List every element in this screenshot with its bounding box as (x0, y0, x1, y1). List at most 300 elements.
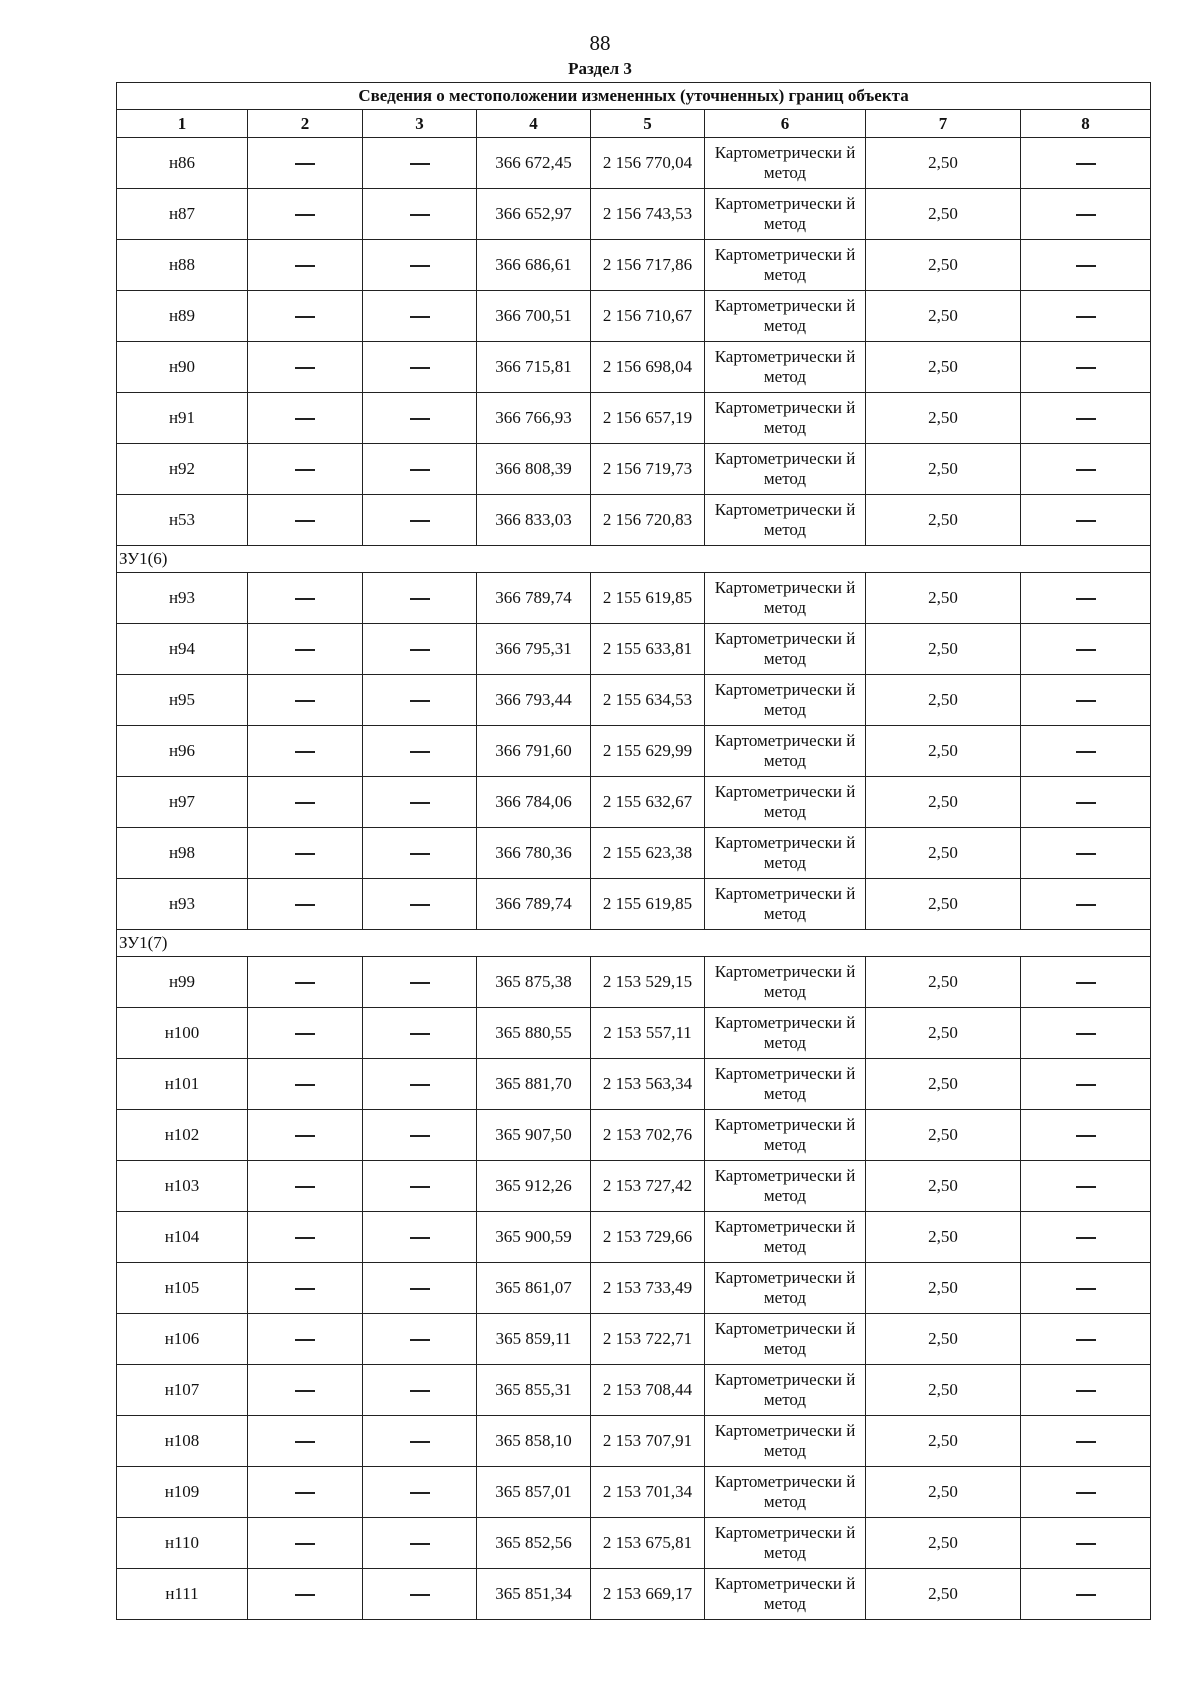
dash-mark (1076, 982, 1096, 984)
empty-cell-col-8 (1021, 189, 1151, 240)
empty-cell-col-2 (248, 1467, 363, 1518)
empty-cell-col-8 (1021, 1008, 1151, 1059)
table-row (117, 1314, 1151, 1365)
y-coordinate: 2 156 719,73 (591, 444, 705, 495)
x-coordinate: 366 784,06 (477, 777, 591, 828)
method: Картометрически й метод (705, 393, 866, 444)
table-row (117, 138, 1151, 189)
accuracy: 2,50 (866, 777, 1021, 828)
empty-cell-col-8 (1021, 444, 1151, 495)
method: Картометрически й метод (705, 1569, 866, 1620)
y-coordinate: 2 156 770,04 (591, 138, 705, 189)
y-coordinate: 2 153 675,81 (591, 1518, 705, 1569)
y-coordinate: 2 155 633,81 (591, 624, 705, 675)
x-coordinate: 366 715,81 (477, 342, 591, 393)
accuracy: 2,50 (866, 828, 1021, 879)
dash-mark (1076, 1135, 1096, 1137)
dash-mark (410, 1288, 430, 1290)
dash-mark (295, 1033, 315, 1035)
accuracy: 2,50 (866, 726, 1021, 777)
table-row (117, 1365, 1151, 1416)
dash-mark (1076, 469, 1096, 471)
empty-cell-col-2 (248, 189, 363, 240)
empty-cell-col-2 (248, 624, 363, 675)
method: Картометрически й метод (705, 675, 866, 726)
dash-mark (410, 598, 430, 600)
accuracy: 2,50 (866, 1161, 1021, 1212)
method: Картометрически й метод (705, 1467, 866, 1518)
dash-mark (295, 163, 315, 165)
dash-mark (410, 163, 430, 165)
empty-cell-col-3 (363, 1263, 477, 1314)
dash-mark (410, 367, 430, 369)
y-coordinate: 2 153 702,76 (591, 1110, 705, 1161)
point-name: н87 (117, 189, 248, 240)
dash-mark (1076, 802, 1096, 804)
table-row (117, 495, 1151, 546)
x-coordinate: 366 700,51 (477, 291, 591, 342)
dash-mark (295, 1492, 315, 1494)
empty-cell-col-3 (363, 1059, 477, 1110)
point-name: н96 (117, 726, 248, 777)
table-row (117, 1059, 1151, 1110)
accuracy: 2,50 (866, 573, 1021, 624)
accuracy: 2,50 (866, 495, 1021, 546)
dash-mark (295, 598, 315, 600)
point-name: н53 (117, 495, 248, 546)
dash-mark (410, 982, 430, 984)
y-coordinate: 2 156 710,67 (591, 291, 705, 342)
empty-cell-col-2 (248, 675, 363, 726)
method: Картометрически й метод (705, 1008, 866, 1059)
dash-mark (295, 469, 315, 471)
empty-cell-col-8 (1021, 1110, 1151, 1161)
point-name: н106 (117, 1314, 248, 1365)
empty-cell-col-8 (1021, 1212, 1151, 1263)
empty-cell-col-2 (248, 240, 363, 291)
method: Картометрически й метод (705, 444, 866, 495)
empty-cell-col-8 (1021, 1314, 1151, 1365)
empty-cell-col-3 (363, 957, 477, 1008)
table-row (117, 1569, 1151, 1620)
empty-cell-col-3 (363, 1416, 477, 1467)
empty-cell-col-2 (248, 444, 363, 495)
group-row (117, 546, 1151, 573)
table-row (117, 726, 1151, 777)
empty-cell-col-3 (363, 879, 477, 930)
accuracy: 2,50 (866, 879, 1021, 930)
accuracy: 2,50 (866, 1314, 1021, 1365)
empty-cell-col-8 (1021, 1263, 1151, 1314)
y-coordinate: 2 153 669,17 (591, 1569, 705, 1620)
point-name: н89 (117, 291, 248, 342)
empty-cell-col-8 (1021, 1059, 1151, 1110)
empty-cell-col-8 (1021, 726, 1151, 777)
table-row (117, 675, 1151, 726)
empty-cell-col-3 (363, 444, 477, 495)
empty-cell-col-2 (248, 573, 363, 624)
y-coordinate: 2 153 529,15 (591, 957, 705, 1008)
empty-cell-col-3 (363, 342, 477, 393)
method: Картометрически й метод (705, 138, 866, 189)
table-row (117, 240, 1151, 291)
point-name: н86 (117, 138, 248, 189)
dash-mark (410, 520, 430, 522)
dash-mark (410, 1084, 430, 1086)
empty-cell-col-2 (248, 879, 363, 930)
dash-mark (1076, 1594, 1096, 1596)
x-coordinate: 366 780,36 (477, 828, 591, 879)
empty-cell-col-2 (248, 726, 363, 777)
empty-cell-col-3 (363, 1467, 477, 1518)
empty-cell-col-8 (1021, 828, 1151, 879)
accuracy: 2,50 (866, 624, 1021, 675)
empty-cell-col-8 (1021, 291, 1151, 342)
accuracy: 2,50 (866, 1212, 1021, 1263)
accuracy: 2,50 (866, 189, 1021, 240)
method: Картометрически й метод (705, 291, 866, 342)
empty-cell-col-3 (363, 495, 477, 546)
empty-cell-col-3 (363, 573, 477, 624)
dash-mark (295, 1390, 315, 1392)
method: Картометрически й метод (705, 957, 866, 1008)
empty-cell-col-3 (363, 1314, 477, 1365)
dash-mark (410, 418, 430, 420)
empty-cell-col-8 (1021, 495, 1151, 546)
method: Картометрически й метод (705, 573, 866, 624)
column-number: 8 (1021, 110, 1151, 138)
method: Картометрически й метод (705, 189, 866, 240)
table-row (117, 879, 1151, 930)
empty-cell-col-2 (248, 777, 363, 828)
accuracy: 2,50 (866, 1569, 1021, 1620)
dash-mark (410, 802, 430, 804)
empty-cell-col-3 (363, 1365, 477, 1416)
dash-mark (1076, 853, 1096, 855)
dash-mark (410, 904, 430, 906)
empty-cell-col-8 (1021, 1416, 1151, 1467)
accuracy: 2,50 (866, 444, 1021, 495)
method: Картометрически й метод (705, 726, 866, 777)
dash-mark (410, 1033, 430, 1035)
accuracy: 2,50 (866, 240, 1021, 291)
dash-mark (410, 265, 430, 267)
x-coordinate: 366 672,45 (477, 138, 591, 189)
dash-mark (1076, 598, 1096, 600)
dash-mark (410, 700, 430, 702)
dash-mark (295, 265, 315, 267)
accuracy: 2,50 (866, 393, 1021, 444)
method: Картометрически й метод (705, 1212, 866, 1263)
table-caption-row (117, 83, 1151, 110)
dash-mark (1076, 751, 1096, 753)
method: Картометрически й метод (705, 1059, 866, 1110)
empty-cell-col-3 (363, 1212, 477, 1263)
table-row (117, 1161, 1151, 1212)
x-coordinate: 366 808,39 (477, 444, 591, 495)
point-name: н98 (117, 828, 248, 879)
x-coordinate: 365 881,70 (477, 1059, 591, 1110)
x-coordinate: 366 791,60 (477, 726, 591, 777)
column-number: 1 (117, 110, 248, 138)
y-coordinate: 2 155 632,67 (591, 777, 705, 828)
dash-mark (1076, 1339, 1096, 1341)
table-row (117, 342, 1151, 393)
empty-cell-col-2 (248, 1008, 363, 1059)
y-coordinate: 2 153 701,34 (591, 1467, 705, 1518)
y-coordinate: 2 153 722,71 (591, 1314, 705, 1365)
dash-mark (410, 1492, 430, 1494)
dash-mark (295, 904, 315, 906)
point-name: н109 (117, 1467, 248, 1518)
accuracy: 2,50 (866, 1365, 1021, 1416)
empty-cell-col-8 (1021, 1518, 1151, 1569)
empty-cell-col-3 (363, 1008, 477, 1059)
table-caption: Сведения о местоположении измененных (уточненных) границ объекта (117, 83, 1151, 110)
column-number: 5 (591, 110, 705, 138)
dash-mark (295, 520, 315, 522)
x-coordinate: 365 912,26 (477, 1161, 591, 1212)
point-name: н93 (117, 879, 248, 930)
x-coordinate: 366 793,44 (477, 675, 591, 726)
point-name: н105 (117, 1263, 248, 1314)
method: Картометрически й метод (705, 1161, 866, 1212)
y-coordinate: 2 155 619,85 (591, 573, 705, 624)
point-name: н95 (117, 675, 248, 726)
x-coordinate: 365 861,07 (477, 1263, 591, 1314)
empty-cell-col-8 (1021, 1467, 1151, 1518)
dash-mark (1076, 1390, 1096, 1392)
dash-mark (1076, 1492, 1096, 1494)
dash-mark (1076, 418, 1096, 420)
group-label: ЗУ1(6) (117, 546, 1151, 573)
table-body (117, 83, 1151, 1620)
point-name: н104 (117, 1212, 248, 1263)
table-row (117, 189, 1151, 240)
x-coordinate: 366 766,93 (477, 393, 591, 444)
empty-cell-col-2 (248, 1161, 363, 1212)
table-row (117, 291, 1151, 342)
point-name: н91 (117, 393, 248, 444)
point-name: н111 (117, 1569, 248, 1620)
point-name: н90 (117, 342, 248, 393)
method: Картометрически й метод (705, 828, 866, 879)
method: Картометрически й метод (705, 777, 866, 828)
empty-cell-col-8 (1021, 573, 1151, 624)
column-number-row (117, 110, 1151, 138)
accuracy: 2,50 (866, 1110, 1021, 1161)
table-row (117, 1263, 1151, 1314)
accuracy: 2,50 (866, 1416, 1021, 1467)
empty-cell-col-2 (248, 1314, 363, 1365)
method: Картометрически й метод (705, 1263, 866, 1314)
x-coordinate: 365 875,38 (477, 957, 591, 1008)
point-name: н88 (117, 240, 248, 291)
x-coordinate: 366 789,74 (477, 879, 591, 930)
dash-mark (295, 1288, 315, 1290)
dash-mark (410, 1237, 430, 1239)
group-row (117, 930, 1151, 957)
page-number: 88 (589, 31, 611, 55)
x-coordinate: 365 880,55 (477, 1008, 591, 1059)
dash-mark (1076, 163, 1096, 165)
empty-cell-col-8 (1021, 342, 1151, 393)
empty-cell-col-2 (248, 393, 363, 444)
method: Картометрически й метод (705, 1110, 866, 1161)
empty-cell-col-8 (1021, 240, 1151, 291)
x-coordinate: 366 652,97 (477, 189, 591, 240)
dash-mark (295, 649, 315, 651)
x-coordinate: 366 795,31 (477, 624, 591, 675)
accuracy: 2,50 (866, 1518, 1021, 1569)
empty-cell-col-2 (248, 1569, 363, 1620)
dash-mark (295, 418, 315, 420)
table-row (117, 1467, 1151, 1518)
empty-cell-col-2 (248, 138, 363, 189)
y-coordinate: 2 156 720,83 (591, 495, 705, 546)
dash-mark (295, 1441, 315, 1443)
method: Картометрически й метод (705, 240, 866, 291)
dash-mark (295, 1594, 315, 1596)
empty-cell-col-3 (363, 726, 477, 777)
table-row (117, 624, 1151, 675)
table-row (117, 957, 1151, 1008)
empty-cell-col-8 (1021, 1365, 1151, 1416)
accuracy: 2,50 (866, 291, 1021, 342)
x-coordinate: 365 855,31 (477, 1365, 591, 1416)
y-coordinate: 2 156 743,53 (591, 189, 705, 240)
table-row (117, 1416, 1151, 1467)
empty-cell-col-8 (1021, 393, 1151, 444)
empty-cell-col-2 (248, 342, 363, 393)
accuracy: 2,50 (866, 1059, 1021, 1110)
dash-mark (1076, 1288, 1096, 1290)
dash-mark (1076, 649, 1096, 651)
method: Картометрически й метод (705, 1365, 866, 1416)
dash-mark (295, 853, 315, 855)
table-row (117, 1212, 1151, 1263)
point-name: н101 (117, 1059, 248, 1110)
point-name: н107 (117, 1365, 248, 1416)
empty-cell-col-2 (248, 1365, 363, 1416)
empty-cell-col-8 (1021, 1569, 1151, 1620)
dash-mark (1076, 214, 1096, 216)
accuracy: 2,50 (866, 1008, 1021, 1059)
dash-mark (295, 1084, 315, 1086)
empty-cell-col-2 (248, 1059, 363, 1110)
table-row (117, 573, 1151, 624)
x-coordinate: 366 833,03 (477, 495, 591, 546)
table-row (117, 393, 1151, 444)
y-coordinate: 2 153 707,91 (591, 1416, 705, 1467)
empty-cell-col-8 (1021, 624, 1151, 675)
empty-cell-col-3 (363, 1161, 477, 1212)
y-coordinate: 2 153 708,44 (591, 1365, 705, 1416)
empty-cell-col-8 (1021, 138, 1151, 189)
point-name: н99 (117, 957, 248, 1008)
x-coordinate: 365 858,10 (477, 1416, 591, 1467)
y-coordinate: 2 153 727,42 (591, 1161, 705, 1212)
dash-mark (410, 1390, 430, 1392)
empty-cell-col-3 (363, 291, 477, 342)
empty-cell-col-2 (248, 495, 363, 546)
empty-cell-col-2 (248, 1212, 363, 1263)
dash-mark (295, 982, 315, 984)
dash-mark (295, 1543, 315, 1545)
dash-mark (410, 316, 430, 318)
section-title: Раздел 3 (568, 59, 632, 78)
point-name: н102 (117, 1110, 248, 1161)
dash-mark (295, 1186, 315, 1188)
point-name: н97 (117, 777, 248, 828)
dash-mark (1076, 316, 1096, 318)
method: Картометрически й метод (705, 495, 866, 546)
point-name: н100 (117, 1008, 248, 1059)
dash-mark (1076, 1033, 1096, 1035)
column-number: 2 (248, 110, 363, 138)
empty-cell-col-2 (248, 1416, 363, 1467)
x-coordinate: 366 686,61 (477, 240, 591, 291)
y-coordinate: 2 156 657,19 (591, 393, 705, 444)
x-coordinate: 365 852,56 (477, 1518, 591, 1569)
empty-cell-col-3 (363, 240, 477, 291)
dash-mark (295, 316, 315, 318)
dash-mark (1076, 1084, 1096, 1086)
empty-cell-col-8 (1021, 957, 1151, 1008)
empty-cell-col-3 (363, 138, 477, 189)
empty-cell-col-3 (363, 189, 477, 240)
point-name: н92 (117, 444, 248, 495)
x-coordinate: 365 859,11 (477, 1314, 591, 1365)
dash-mark (410, 1594, 430, 1596)
point-name: н94 (117, 624, 248, 675)
y-coordinate: 2 155 623,38 (591, 828, 705, 879)
empty-cell-col-2 (248, 291, 363, 342)
dash-mark (410, 1135, 430, 1137)
empty-cell-col-2 (248, 1263, 363, 1314)
y-coordinate: 2 153 733,49 (591, 1263, 705, 1314)
dash-mark (295, 367, 315, 369)
dash-mark (1076, 1237, 1096, 1239)
table-row (117, 828, 1151, 879)
empty-cell-col-2 (248, 1110, 363, 1161)
empty-cell-col-2 (248, 1518, 363, 1569)
empty-cell-col-8 (1021, 675, 1151, 726)
dash-mark (295, 1237, 315, 1239)
table-row (117, 1008, 1151, 1059)
table-row (117, 777, 1151, 828)
x-coordinate: 366 789,74 (477, 573, 591, 624)
point-name: н108 (117, 1416, 248, 1467)
column-number: 6 (705, 110, 866, 138)
empty-cell-col-2 (248, 957, 363, 1008)
x-coordinate: 365 900,59 (477, 1212, 591, 1263)
method: Картометрически й метод (705, 624, 866, 675)
empty-cell-col-3 (363, 624, 477, 675)
point-name: н103 (117, 1161, 248, 1212)
column-number: 3 (363, 110, 477, 138)
dash-mark (1076, 700, 1096, 702)
dash-mark (295, 700, 315, 702)
y-coordinate: 2 155 619,85 (591, 879, 705, 930)
empty-cell-col-3 (363, 1518, 477, 1569)
y-coordinate: 2 155 629,99 (591, 726, 705, 777)
x-coordinate: 365 907,50 (477, 1110, 591, 1161)
dash-mark (410, 1186, 430, 1188)
point-name: н110 (117, 1518, 248, 1569)
empty-cell-col-2 (248, 828, 363, 879)
dash-mark (410, 469, 430, 471)
